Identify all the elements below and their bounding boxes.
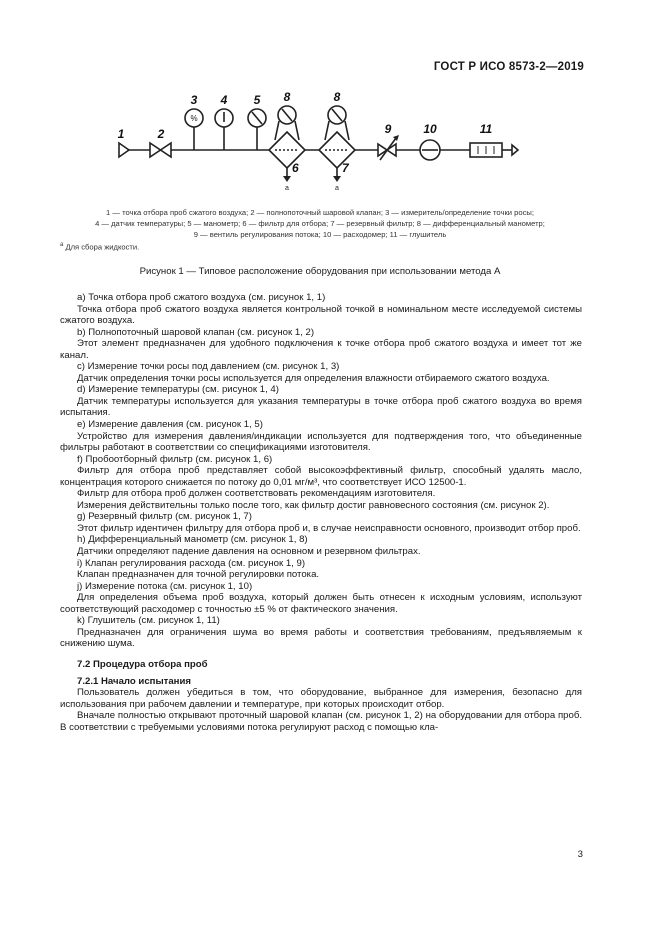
sampling-point-symbol	[119, 143, 129, 157]
svg-text:%: %	[190, 114, 198, 123]
paragraph: e) Измерение давления (см. рисунок 1, 5)	[77, 419, 263, 431]
paragraph: Вначале полностью открывают проточный шаровой клапан (см. рисунок 1, 2) на оборудовании для отбора проб. В соответствии с требуемыми условиями потока регулируют расход с помощью кла-	[60, 710, 582, 733]
paragraph: Для определения объема проб воздуха, который должен быть отнесен к исходным условиям, используют соответствующий расходомер с точностью ±5 % от фактического значения.	[60, 592, 582, 615]
section-heading: 7.2 Процедура отбора проб	[77, 658, 208, 670]
note-mark: а	[60, 242, 64, 248]
label-2: 2	[157, 127, 165, 141]
label-5: 5	[253, 93, 261, 107]
label-3: 3	[190, 93, 198, 107]
label-4: 4	[220, 93, 228, 107]
paragraph: Датчик температуры используется для указания температуры в точке отбора проб сжатого воздуха во время испытания.	[60, 395, 582, 419]
paragraph: Фильтр для отбора проб должен соответствовать рекомендациям изготовителя.	[77, 488, 436, 500]
paragraph: Фильтр для отбора проб представляет собой высокоэффективный фильтр, способный удалять масло, концентрация которого снижается по потоку до 0,01 мг/м³, что соответствует ИСО 12500-1.	[60, 465, 582, 488]
paragraph: d) Измерение температуры (см. рисунок 1, 4)	[77, 384, 279, 396]
label-10: 10	[423, 122, 437, 136]
paragraph: Датчик определения точки росы используется для определения влажности отбираемого сжатого воздуха.	[77, 372, 550, 384]
label-7: 7	[342, 161, 349, 175]
standard-number: ГОСТ Р ИСО 8573-2—2019	[433, 61, 584, 73]
label-11: 11	[479, 122, 493, 136]
paragraph: Предназначен для ограничения шума во время работы и соответствия требованиям, предъявляемым к снижению шума.	[60, 626, 582, 650]
arrow-label-a1: a	[285, 185, 289, 192]
paragraph: h) Дифференциальный манометр (см. рисунок 1, 8)	[77, 534, 308, 546]
paragraph: b) Полнопоточный шаровой клапан (см. рисунок 1, 2)	[77, 326, 315, 338]
paragraph: i) Клапан регулирования расхода (см. рисунок 1, 9)	[77, 557, 306, 569]
label-8b: 8	[333, 90, 341, 104]
paragraph: f) Пробоотборный фильтр (см. рисунок 1, 6)	[77, 453, 273, 465]
label-1: 1	[117, 127, 125, 141]
equipment-diagram	[0, 0, 661, 205]
label-6: 6	[292, 161, 299, 175]
figure-caption: Рисунок 1 — Типовое расположение оборудования при использовании метода А	[139, 266, 501, 277]
page-number: 3	[577, 849, 583, 860]
subsection-heading: 7.2.1 Начало испытания	[77, 675, 191, 687]
paragraph: Устройство для измерения давления/индикации используется для подтверждения того, что объединенные фильтры работают в соответствии со спецификациями изготовителя.	[60, 430, 582, 454]
figure-legend-line-1: 1 — точка отбора проб сжатого воздуха; 2 — полнопоточный шаровой клапан; 3 — измеритель/определение точки росы;	[106, 208, 534, 217]
paragraph: Точка отбора проб сжатого воздуха является контрольной точкой в номинальном месте исследуемой системы сжатого воздуха.	[60, 303, 582, 327]
paragraph: a) Точка отбора проб сжатого воздуха (см. рисунок 1, 1)	[77, 292, 326, 303]
label-8a: 8	[283, 90, 291, 104]
figure-note	[60, 242, 139, 252]
paragraph: Датчики определяют падение давления на основном и резервном фильтрах.	[77, 546, 421, 558]
body-text	[60, 292, 582, 733]
paragraph: Этот фильтр идентичен фильтру для отбора проб и, в случае неисправности основного, производит отбор проб.	[77, 522, 581, 534]
paragraph: g) Резервный фильтр (см. рисунок 1, 7)	[77, 511, 252, 523]
arrow-label-a2: a	[335, 185, 339, 192]
paragraph: j) Измерение потока (см. рисунок 1, 10)	[77, 580, 253, 592]
figure-legend-line-2: 4 — датчик температуры; 5 — манометр; 6 — фильтр для отбора; 7 — резервный фильтр; 8 — дифференциальный манометр;	[95, 219, 545, 228]
paragraph: k) Глушитель (см. рисунок 1, 11)	[77, 615, 220, 627]
figure-legend-line-3: 9 — вентиль регулирования потока; 10 — расходомер; 11 — глушитель	[193, 230, 447, 239]
ball-valve-symbol	[150, 143, 171, 157]
paragraph: c) Измерение точки росы под давлением (см. рисунок 1, 3)	[77, 361, 340, 373]
label-9: 9	[384, 122, 392, 136]
paragraph: Клапан предназначен для точной регулировки потока.	[77, 569, 320, 581]
note-text: Для сбора жидкости.	[65, 242, 140, 252]
paragraph: Пользователь должен убедиться в том, что оборудование, выбранное для измерения, безопасно для использования при рабочем давлении и температуре, при которых происходит отбор.	[60, 687, 582, 710]
paragraph: Измерения действительны только после того, как фильтр достиг равновесного состояния (см. рисунок 2).	[77, 499, 550, 511]
paragraph: Этот элемент предназначен для удобного подключения к точке отбора проб сжатого воздуха и имеет тот же канал.	[60, 338, 582, 361]
